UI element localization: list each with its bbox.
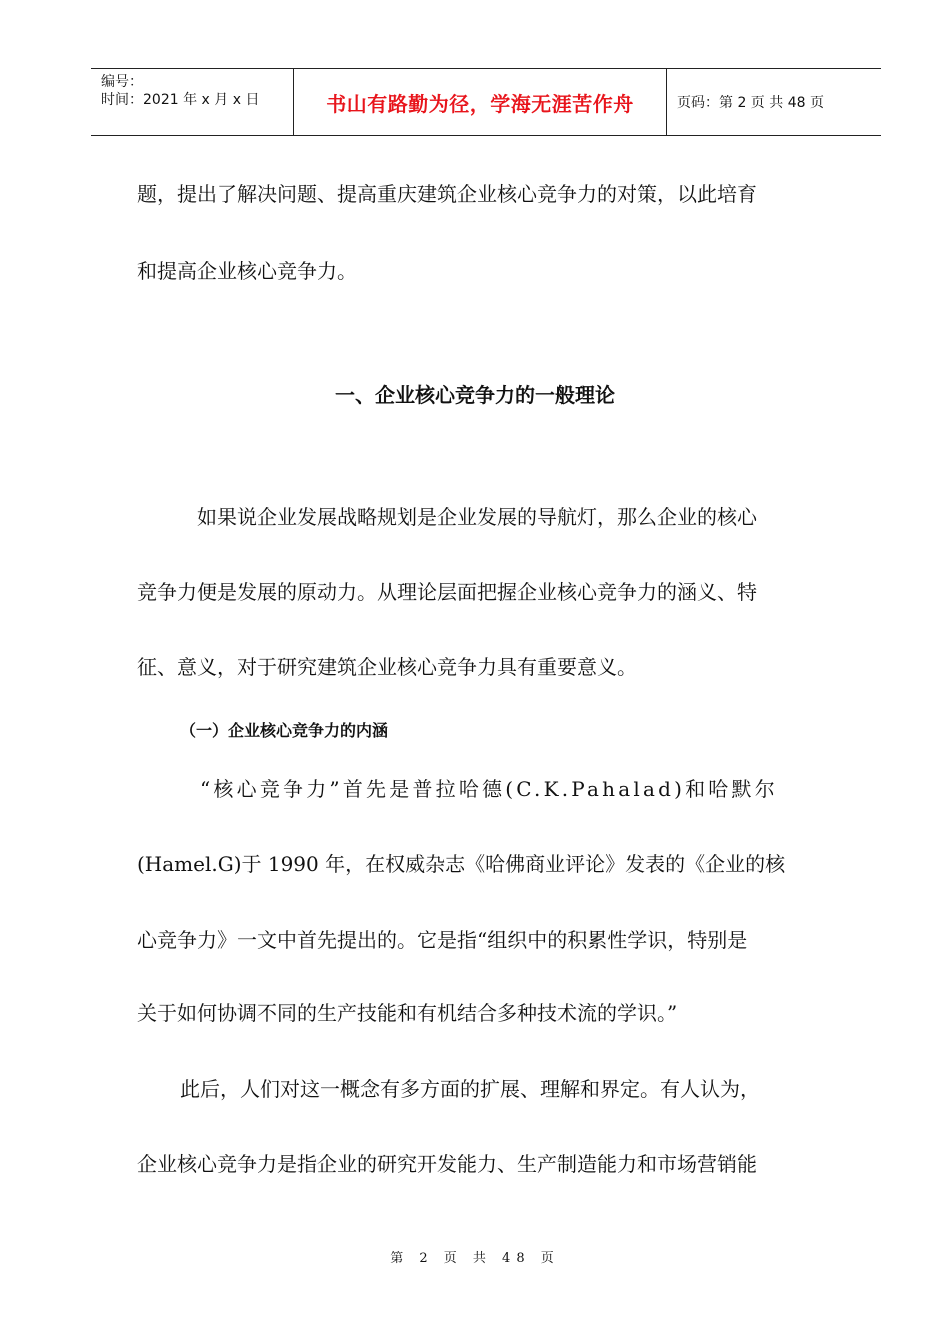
page-footer: 第 2 页 共 48 页 xyxy=(390,1251,560,1266)
header-meta-cell xyxy=(91,69,294,135)
text-line: “核心竞争力”首先是普拉哈德(C.K.Pahalad)和哈默尔 xyxy=(200,777,778,801)
text-line: 此后，人们对这一概念有多方面的扩展、理解和界定。有人认为， xyxy=(180,1077,760,1101)
text-line: 关于如何协调不同的生产技能和有机结合多种技术流的学识。” xyxy=(137,1001,678,1025)
text-line: (Hamel.G)于 1990 年，在权威杂志《哈佛商业评论》发表的《企业的核 xyxy=(137,852,786,876)
text-line: 征、意义，对于研究建筑企业核心竞争力具有重要意义。 xyxy=(137,655,637,679)
text-line: 题，提出了解决问题、提高重庆建筑企业核心竞争力的对策，以此培育 xyxy=(137,182,757,206)
text-line: 和提高企业核心竞争力。 xyxy=(137,259,357,283)
header-page-cell xyxy=(667,69,881,135)
motto-text: 书山有路勤为径，学海无涯苦作舟 xyxy=(326,91,634,116)
text-line: 心竞争力》一文中首先提出的。它是指“组织中的积累性学识，特别是 xyxy=(137,928,748,952)
header-motto-cell xyxy=(294,69,667,135)
page-header xyxy=(91,68,881,136)
text-line: 竞争力便是发展的原动力。从理论层面把握企业核心竞争力的涵义、特 xyxy=(137,580,757,604)
time-label: 时间：2021 年 x 月 x 日 xyxy=(101,92,260,108)
section-title: 一、企业核心竞争力的一般理论 xyxy=(335,383,615,407)
text-line: 企业核心竞争力是指企业的研究开发能力、生产制造能力和市场营销能 xyxy=(137,1152,757,1176)
subsection-title: （一）企业核心竞争力的内涵 xyxy=(180,721,389,740)
number-label: 编号： xyxy=(101,74,143,90)
page-label: 页码：第 2 页 共 48 页 xyxy=(677,95,824,111)
text-line: 如果说企业发展战略规划是企业发展的导航灯，那么企业的核心 xyxy=(197,505,757,529)
